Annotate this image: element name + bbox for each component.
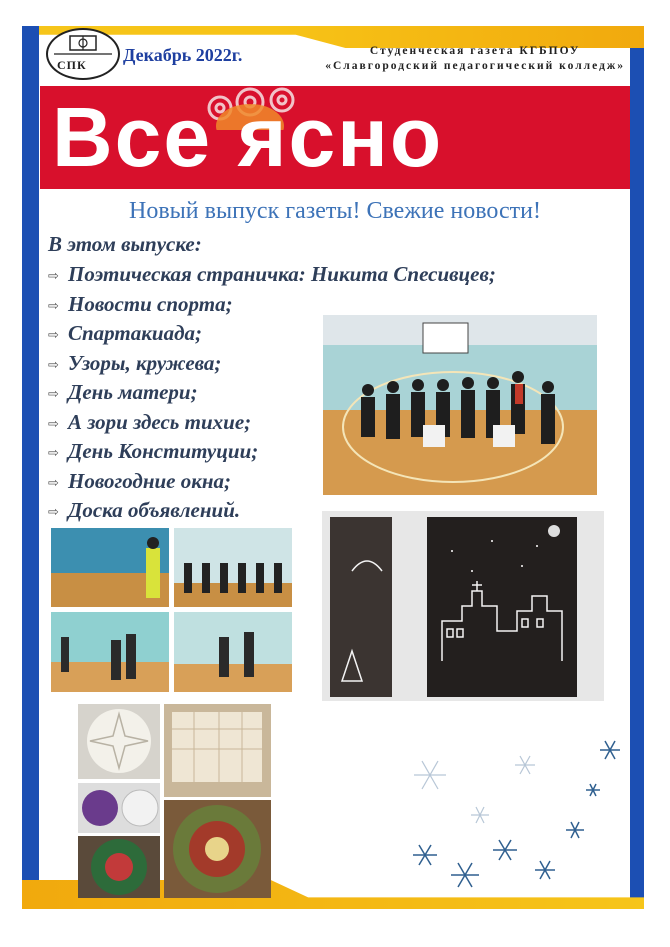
title-letter-e: е	[163, 90, 213, 184]
issue-date: Декабрь 2022г.	[123, 45, 243, 65]
sports-photo-1	[51, 528, 169, 607]
toc-item: ⇨ Новогодние окна;	[48, 467, 496, 497]
lace-photo-5	[164, 800, 271, 898]
toc-item: ⇨ Поэтическая страничка: Никита Спесивцев;	[48, 260, 496, 290]
group-photo	[323, 315, 597, 495]
title-part-1: Вс	[52, 90, 164, 184]
lace-photo-4	[78, 836, 160, 898]
toc-item: ⇨ Новости спорта;	[48, 290, 496, 320]
sports-photo-4	[174, 612, 292, 692]
lace-photo-1	[78, 704, 160, 779]
toc-item: ⇨ День матери;	[48, 378, 496, 408]
toc-item: ⇨ Узоры, кружева;	[48, 349, 496, 379]
sports-photo-2	[174, 528, 292, 607]
toc-heading: В этом выпуске:	[48, 232, 202, 256]
left-blue-border	[22, 26, 39, 909]
toc-item: ⇨ День Конституции;	[48, 437, 496, 467]
arrow-right-icon: ⇨	[48, 504, 59, 519]
toc-item: ⇨ Спартакиада;	[48, 319, 496, 349]
publisher-line-2: «Славгородский педагогический колледж»	[325, 60, 625, 72]
arrow-right-icon: ⇨	[48, 327, 59, 342]
arrow-right-icon: ⇨	[48, 297, 59, 313]
toc-item: ⇨ А зори здесь тихие;	[48, 408, 496, 438]
arrow-right-icon: ⇨	[48, 386, 59, 401]
toc-item: ⇨ Доска объявлений.	[48, 496, 496, 526]
publisher	[325, 44, 625, 74]
lace-photo-3	[78, 783, 160, 833]
headline: Новый выпуск газеты! Свежие новости!	[129, 198, 541, 224]
masthead-title	[52, 86, 612, 189]
snowflakes-icon	[385, 735, 630, 903]
arrow-right-icon: ⇨	[48, 415, 59, 431]
publisher-line-1: Студенческая газета КГБПОУ	[369, 45, 581, 57]
arrow-right-icon: ⇨	[48, 445, 59, 460]
arrow-right-icon: ⇨	[48, 268, 59, 283]
window-photo	[322, 511, 604, 701]
right-blue-border	[630, 48, 644, 903]
logo-text: СПК	[57, 58, 87, 72]
title-part-2: ясно	[237, 90, 444, 184]
arrow-right-icon: ⇨	[48, 356, 59, 372]
lace-photo-2	[164, 704, 271, 797]
arrow-right-icon: ⇨	[48, 474, 59, 490]
sports-photo-3	[51, 612, 169, 692]
